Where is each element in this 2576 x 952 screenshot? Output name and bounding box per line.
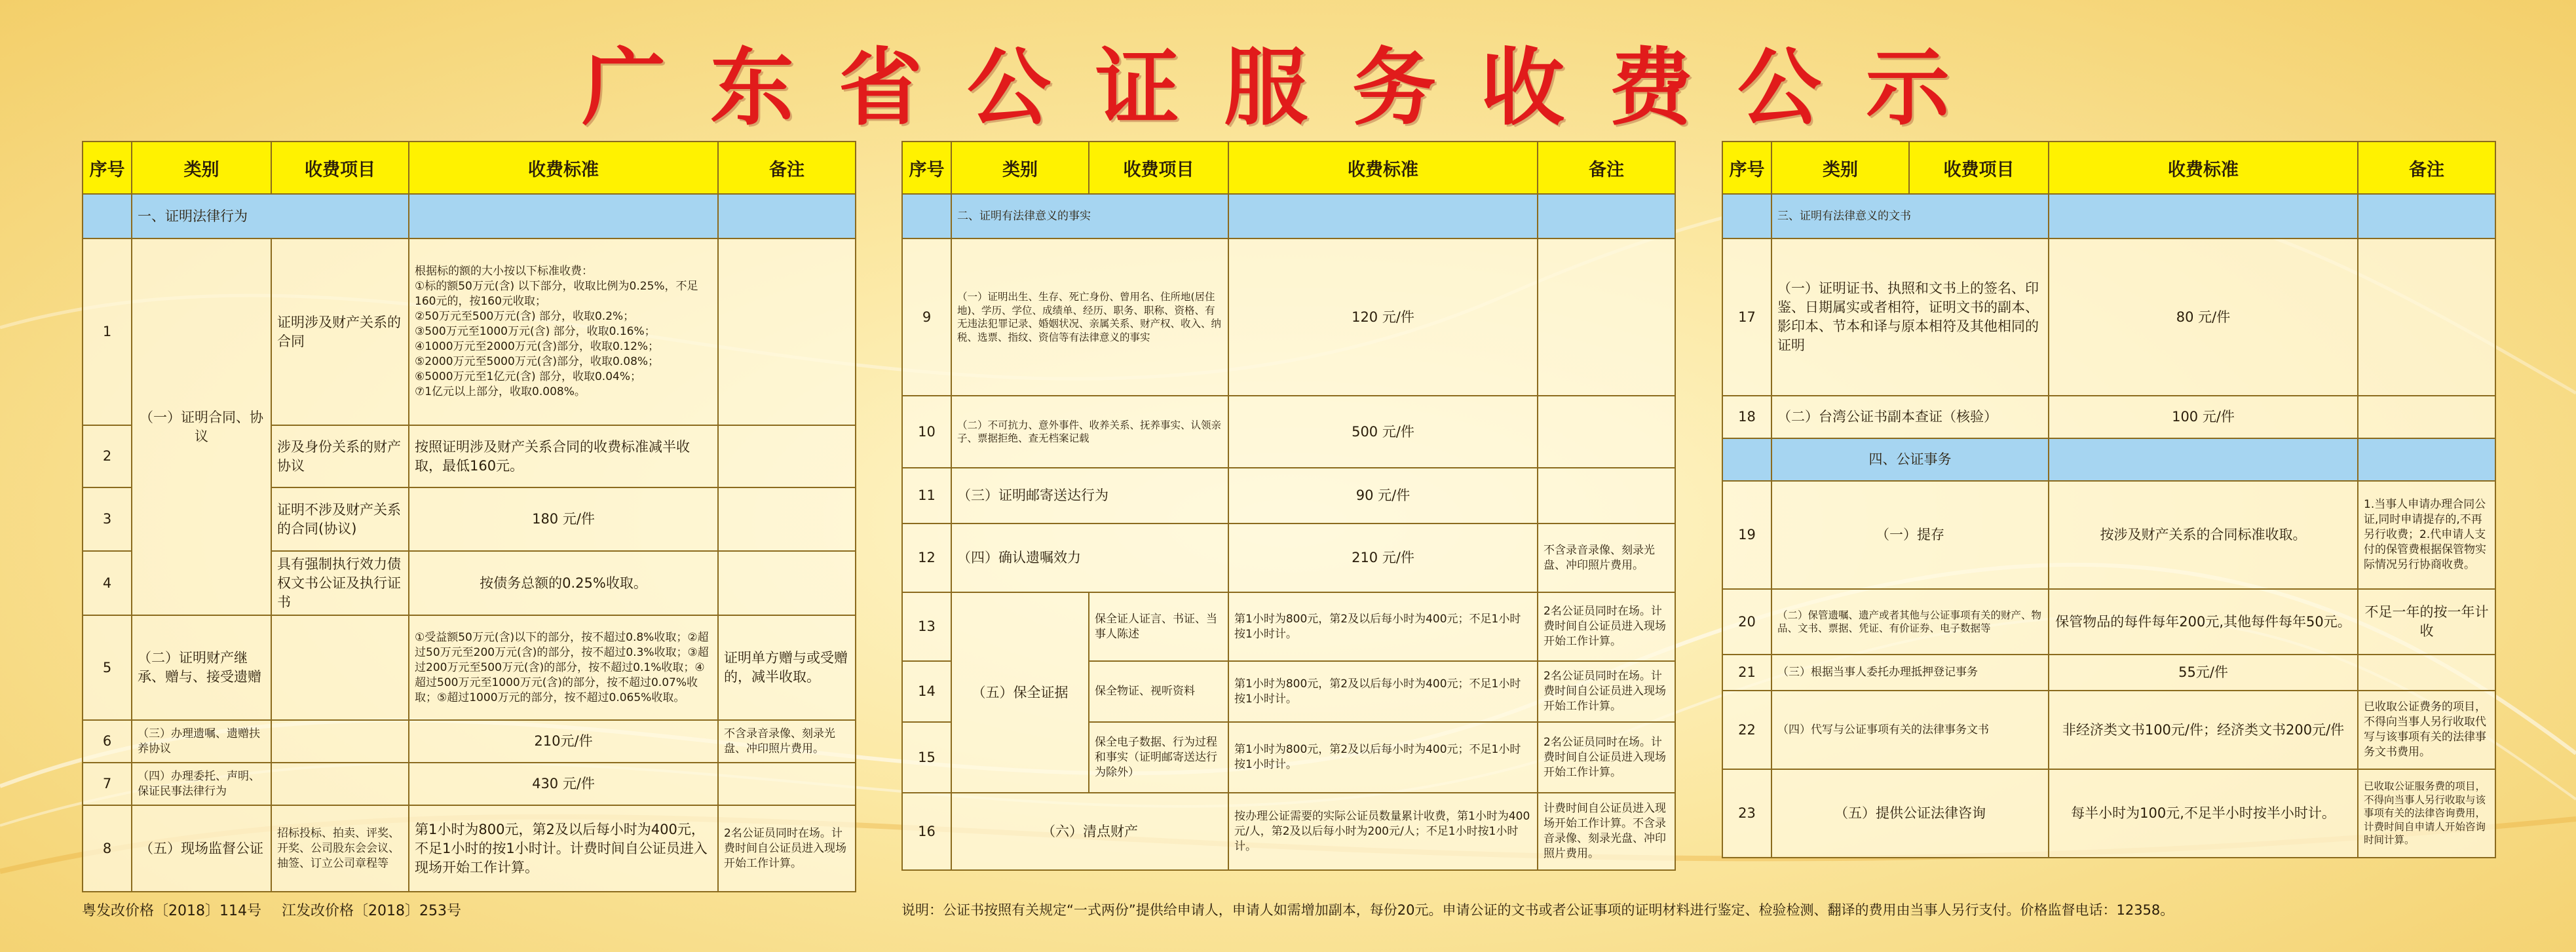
table-row [902,793,1675,870]
row-no: 16 [902,793,951,870]
table-row [1722,238,2495,396]
row-no: 14 [902,661,951,722]
table-header-row [83,142,856,194]
header-no: 序号 [1722,142,1771,194]
table-row [1722,655,2495,691]
page-title: 广东省公证服务收费公示 [581,39,1994,137]
row-category: （二）台湾公证书副本查证（核验） [1771,396,2049,438]
row-no: 1 [83,238,132,425]
table-row [902,238,1675,396]
row-category: （三）根据当事人委托办理抵押登记事务 [1771,655,2049,691]
row-note: 2名公证员同时在场。计费时间自公证员进入现场开始工作计算。 [718,805,856,892]
row-item: 保全证人证言、书证、当事人陈述 [1089,592,1228,661]
row-category: （四）确认遗嘱效力 [951,524,1228,592]
row-note: 计费时间自公证员进入现场开始工作计算。不含录音录像、刻录光盘、冲印照片费用。 [1538,793,1675,870]
row-no: 22 [1722,691,1771,769]
row-standard: 根据标的额的大小按以下标准收费： ①标的额50万元(含) 以下部分，收取比例为0.25%，不足160元的，按160元收取； ②50万元至500万元(含) 部分，收取0.2%； ③500万元至1000万元(含) 部分，收取0.16%； ④1000万元至2000万元(含)部分，收取0.12%； ⑤2000万元至5000万元(含)部分，收取0.08%； ⑥5000万元至1亿元(含) 部分，收取0.04%； ⑦1亿元以上部分，收取0.008%。 [409,238,718,425]
header-category: 类别 [132,142,271,194]
header-note: 备注 [1538,142,1675,194]
row-standard: 210 元/件 [1228,524,1538,592]
fee-table-3 [1722,141,2496,858]
row-item: 涉及身份关系的财产协议 [271,425,409,487]
section-row [1722,438,2495,481]
header-item: 收费项目 [1089,142,1228,194]
row-note: 2名公证员同时在场。计费时间自公证员进入现场开始工作计算。 [1538,661,1675,722]
header-item: 收费项目 [1909,142,2049,194]
row-note: 1.当事人申请办理合同公证,同时申请提存的,不再另行收费；2.代申请人支付的保管费根据保管物实际情况另行协商收费。 [2358,481,2495,589]
row-no: 19 [1722,481,1771,589]
row-no: 11 [902,468,951,524]
row-standard: 500 元/件 [1228,396,1538,468]
row-no: 21 [1722,655,1771,691]
row-no: 10 [902,396,951,468]
row-no: 17 [1722,238,1771,396]
row-standard: 180 元/件 [409,487,718,551]
table-row [1722,589,2495,655]
table-row [83,615,856,720]
row-note: 已收取公证费务的项目，不得向当事人另行收取代写与该事项有关的法律事务文书费用。 [2358,691,2495,769]
row-category: （五）现场监督公证 [132,805,271,892]
row-standard: 按债务总额的0.25%收取。 [409,551,718,615]
row-note: 2名公证员同时在场。计费时间自公证员进入现场开始工作计算。 [1538,722,1675,793]
section-row [83,194,856,238]
table-row [902,468,1675,524]
table-row [902,524,1675,592]
row-category: （四）代写与公证事项有关的法律事务文书 [1771,691,2049,769]
row-standard: 保管物品的每件每年200元,其他每件每年50元。 [2049,589,2358,655]
row-note: 已收取公证服务费的项目，不得向当事人另行收取与该事项有关的法律咨询费用，计费时间自申请人开始咨询时间计算。 [2358,769,2495,858]
section-row [1722,194,2495,238]
row-category: （五）保全证据 [951,592,1089,793]
row-no: 8 [83,805,132,892]
section-title: 三、证明有法律意义的文书 [1771,194,2049,238]
table-row [1722,481,2495,589]
row-no: 12 [902,524,951,592]
header-standard: 收费标准 [2049,142,2358,194]
row-category: （二）证明财产继承、赠与、接受遗赠 [132,615,271,720]
header-note: 备注 [2358,142,2495,194]
row-category: （六）清点财产 [951,793,1228,870]
row-no: 4 [83,551,132,615]
row-note: 2名公证员同时在场。计费时间自公证员进入现场开始工作计算。 [1538,592,1675,661]
row-standard: 按涉及财产关系的合同标准收取。 [2049,481,2358,589]
row-standard: 按照证明涉及财产关系合同的收费标准减半收取，最低160元。 [409,425,718,487]
row-category: （一）提存 [1771,481,2049,589]
row-no: 3 [83,487,132,551]
row-no: 2 [83,425,132,487]
row-no: 23 [1722,769,1771,858]
row-category: （三）办理遗嘱、遗赠扶养协议 [132,720,271,763]
table-header-row [902,142,1675,194]
fee-table-2 [901,141,1676,871]
row-standard: 每半小时为100元,不足半小时按半小时计。 [2049,769,2358,858]
section-row [902,194,1675,238]
table-row [1722,769,2495,858]
header-no: 序号 [83,142,132,194]
row-standard: 第1小时为800元，第2及以后每小时为400元；不足1小时按1小时计。 [1228,722,1538,793]
header-category: 类别 [951,142,1089,194]
row-category: （二）保管遗嘱、遗产或者其他与公证事项有关的财产、物品、文书、票据、凭证、有价证券、电子数据等 [1771,589,2049,655]
header-note: 备注 [718,142,856,194]
row-no: 9 [902,238,951,396]
section-title: 一、证明法律行为 [132,194,409,238]
table-row [83,720,856,763]
section-title: 二、证明有法律意义的事实 [951,194,1228,238]
header-standard: 收费标准 [1228,142,1538,194]
section-title: 四、公证事务 [1771,438,2049,481]
table-row [902,396,1675,468]
table-row [83,805,856,892]
row-standard: 第1小时为800元，第2及以后每小时为400元；不足1小时按1小时计。 [1228,661,1538,722]
row-category: （一）证明出生、生存、死亡身份、曾用名、住所地(居住地)、学历、学位、成绩单、经历、职务、职称、资格、有无违法犯罪记录、婚姻状况、亲属关系、财产权、收入、纳税、选票、指纹、资信等有法律意义的事实 [951,238,1228,396]
row-no: 7 [83,763,132,805]
row-note: 不含录音录像、刻录光盘、冲印照片费用。 [1538,524,1675,592]
table-header-row [1722,142,2495,194]
row-item: 证明不涉及财产关系的合同(协议) [271,487,409,551]
row-note: 证明单方赠与或受赠的，减半收取。 [718,615,856,720]
row-standard: ①受益额50万元(含)以下的部分，按不超过0.8%收取；②超过50万元至200万元(含)的部分，按不超过0.3%收取；③超过200万元至500万元(含)的部分，按不超过0.1%收取；④超过500万元至1000万元(含)的部分，按不超过0.07%收取；⑤超过1000万元的部分，按不超过0.065%收取。 [409,615,718,720]
table-row [1722,691,2495,769]
row-category: （五）提供公证法律咨询 [1771,769,2049,858]
header-standard: 收费标准 [409,142,718,194]
row-standard: 100 元/件 [2049,396,2358,438]
row-item: 保全电子数据、行为过程和事实（证明邮寄送达行为除外） [1089,722,1228,793]
row-item: 保全物证、视听资料 [1089,661,1228,722]
row-item: 证明涉及财产关系的合同 [271,238,409,425]
row-standard: 第1小时为800元，第2及以后每小时为400元，不足1小时的按1小时计。计费时间自公证员进入现场开始工作计算。 [409,805,718,892]
row-note: 不足一年的按一年计收 [2358,589,2495,655]
header-item: 收费项目 [271,142,409,194]
row-no: 5 [83,615,132,720]
row-standard: 55元/件 [2049,655,2358,691]
row-standard: 90 元/件 [1228,468,1538,524]
footer-document-number-2: 江发改价格〔2018〕253号 [282,903,461,919]
table-row [83,763,856,805]
row-standard: 非经济类文书100元/件；经济类文书200元/件 [2049,691,2358,769]
row-no: 13 [902,592,951,661]
header-category: 类别 [1771,142,1909,194]
table-row [1722,396,2495,438]
footer-document-number-1: 粤发改价格〔2018〕114号 [82,903,261,919]
row-no: 20 [1722,589,1771,655]
row-standard: 210元/件 [409,720,718,763]
table-row [83,238,856,425]
row-no: 15 [902,722,951,793]
row-standard: 120 元/件 [1228,238,1538,396]
row-standard: 430 元/件 [409,763,718,805]
footer-note: 说明：公证书按照有关规定“一式两份”提供给申请人，申请人如需增加副本，每份20元。申请公证的文书或者公证事项的证明材料进行鉴定、检验检测、翻译的费用由当事人另行支付。价格监督电话：12358。 [901,902,2174,918]
table-row [902,592,1675,661]
fee-table-1 [82,141,856,892]
row-category: （二）不可抗力、意外事件、收养关系、抚养事实、认领亲子、票据拒绝、查无档案记载 [951,396,1228,468]
row-item: 具有强制执行效力债权文书公证及执行证书 [271,551,409,615]
row-note: 不含录音录像、刻录光盘、冲印照片费用。 [718,720,856,763]
row-standard: 80 元/件 [2049,238,2358,396]
row-item: 招标投标、拍卖、评奖、开奖、公司股东会会议、抽签、订立公司章程等 [271,805,409,892]
row-standard: 按办理公证需要的实际公证员数量累计收费，第1小时为400元/人，第2及以后每小时为200元/人；不足1小时按1小时计。 [1228,793,1538,870]
row-category: （三）证明邮寄送达行为 [951,468,1228,524]
row-category: （四）办理委托、声明、保证民事法律行为 [132,763,271,805]
row-no: 18 [1722,396,1771,438]
row-no: 6 [83,720,132,763]
header-no: 序号 [902,142,951,194]
row-standard: 第1小时为800元，第2及以后每小时为400元；不足1小时按1小时计。 [1228,592,1538,661]
row-category: （一）证明证书、执照和文书上的签名、印鉴、日期属实或者相符，证明文书的副本、影印本、节本和译与原本相符及其他相同的证明 [1771,238,2049,396]
row-category: （一）证明合同、协议 [132,238,271,615]
